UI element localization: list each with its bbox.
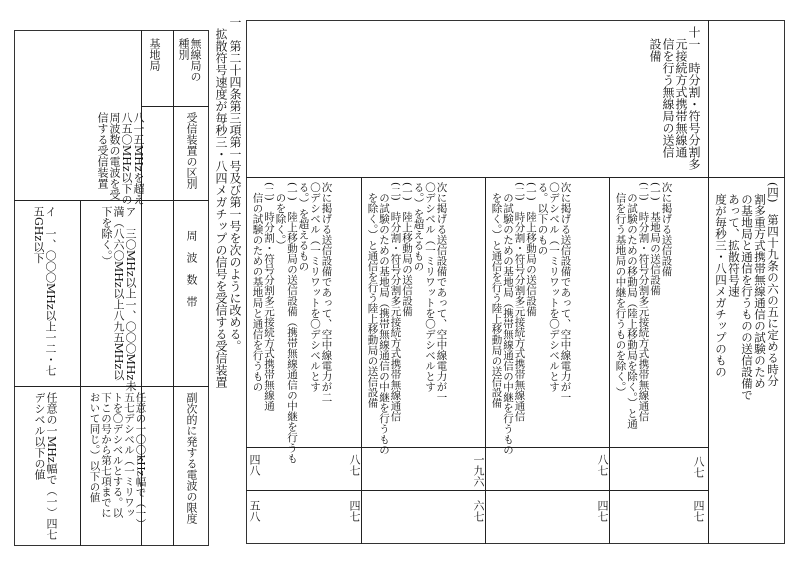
value-r1-c2: 一九六 [472,454,485,487]
left-table-vline-2 [80,200,81,386]
right-col3: 次に掲げる送信設備 (一) 基地局の送信設備 (二) 時分割・符号分割多元接続方式携帯無線通信 の試験のための移動局（陸上移動局を除く。）と通 信を行う基地局の中継を行うものを除く。） [614,182,673,429]
left-table-vline-4 [173,30,174,546]
value-c4-r2: 四七 [692,500,705,522]
right-col1: 次に掲げる送信設備であって、空中線電力が一 〇デシベル（一ミリワットを〇デシベルとす る。）を超えるもの (一) 陸上移動局の送信設備 (二) 時分割・符号分割多元接続方式携帯無線通信 の試験のための基地局（携帯無線通信の中継を行うもの を除く。）と通信を行う陸上移動局の送信設備 [366,182,448,455]
right-table-vline-2 [609,177,610,544]
value-r2-c1: 四七 [348,500,361,522]
freq-a: ア 三〇MHz以上一、〇〇〇MHz未 満（八六〇MHz以上八九五MHz以 下を除く。） [100,206,137,392]
value-c4-r1: 八七 [692,456,705,478]
left-table-hline-3 [141,106,209,107]
value-r1-c1: 八七 [348,454,361,476]
right-col2: 次に掲げる送信設備であって、空中線電力が一 〇デシベル（一ミリワットを〇デシベルとす る。以下のもの (一) 陸上移動局の送信設備 (二) 時分割・符号分割多元接続方式携帯無線通信 の試験のための基地局（携帯無線通信の中継を行うもの を除く。）と通信を行う陸上移動局の送信設備 [490,182,572,455]
limit-a: 任意の一〇〇kHz幅で（一） 五七デシベル（一ミリワッ トを〇デシベルとする。以 下この号から第七項までに おいて同じ。）以下の値 [88,392,147,529]
amendment-note: 一 第二十四条第三項第一号及び第一号を次のように改める。 拡散符号速度が毎秒三・八四メガチップの信号を受信する受信装置 [214,16,242,388]
row-label: 八一五MHzを超え 八五〇MHz以下の 周波数の電波を受 信する受信装置 [96,112,145,205]
header-station-type: 無線局の 種別 [177,38,202,82]
right-table-vline-0 [361,177,362,544]
right-table-vline-3 [708,20,709,544]
limit-i: 任意の一MHz幅で（一）四七 デシベル以下の値 [33,392,58,540]
right-table-vline-1 [485,177,486,544]
freq-i: イ 一、〇〇〇MHz以上一二・七 五GHz以下 [32,206,57,376]
right-heading: 十一 時分割・符号分割多 元接続方式携帯無線通 信を行う無線局の送信 設備 [648,26,701,170]
right-col0: 次に掲げる送信設備であって、空中線電力が二 〇デシベル（一ミリワットを〇デシベルとす る。）を超えるもの (一) 陸上移動局の送信設備（携帯無線通信の中継を行うも のを除く。） (二) 時分割・符号分割多元接続方式携帯無線通 信の試験のための基地局と通信を行うもの [251,182,333,464]
header-receiver-class: 受信装置の区別 [185,112,198,189]
value-r2-c3: 四七 [596,500,609,522]
value-r1-c0: 四八 [248,454,261,476]
header-freq-band: 周 波 数 帯 [185,230,198,307]
header-spurious: 副次的に発する電波の限度 [185,392,198,524]
value-r1-c3: 八七 [596,454,609,476]
right-col4: (四) 第四十九条の六の五に定める時分 割多重方式携帯無線通信の試験のため の基地局と通信を行うものの送信設備で あって、拡散符号速 度が毎秒三・八四メガチップのもの [714,182,780,401]
value-r2-c2: 六七 [472,500,485,522]
value-r2-c0: 五八 [248,500,261,522]
header-base: 基地局 [148,38,161,71]
right-table-hline-3 [246,490,708,491]
right-table-hline-1 [246,177,785,178]
left-table-vline-1 [80,386,81,546]
